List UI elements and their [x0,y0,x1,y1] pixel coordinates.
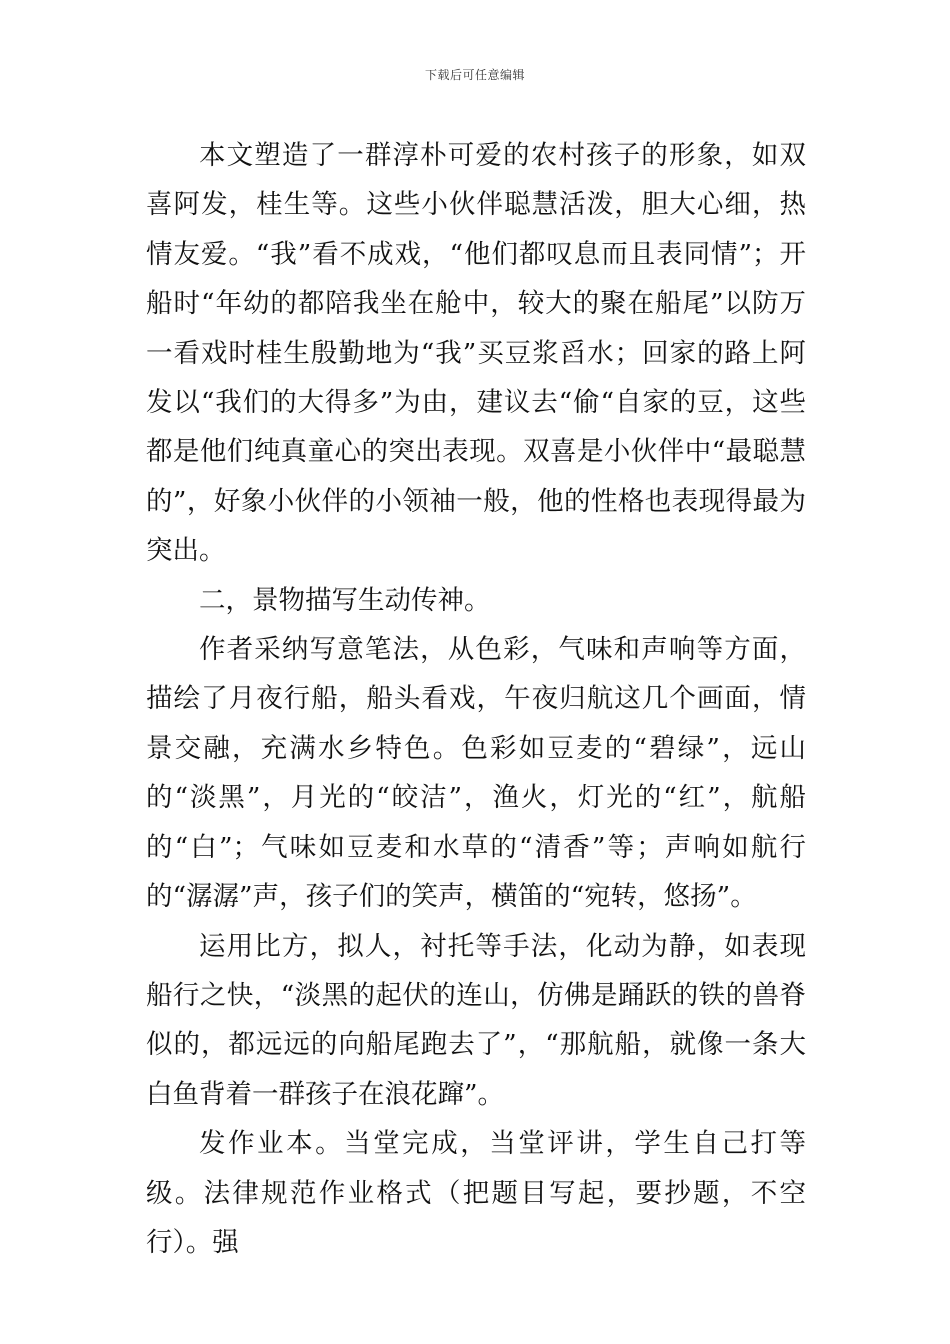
paragraph: 发作业本。当堂完成，当堂评讲，学生自己打等级。法律规范作业格式（把题目写起，要抄题，不空行）。强 [146,1128,806,1258]
section-heading: 二，景物描写生动传神。 [199,584,491,616]
document-body [146,131,806,1267]
paragraph: 运用比方，拟人，衬托等手法，化动为静，如表现船行之快，“淡黑的起伏的连山，仿佛是踊跃的铁的兽脊似的，都远远的向船尾跑去了”，“那航船，就像一条大白鱼背着一群孩子在浪花蹿”。 [146,930,806,1110]
page-header: 下载后可任意编辑 [424,68,525,82]
paragraph: 作者采纳写意笔法，从色彩，气味和声响等方面，描绘了月夜行船，船头看戏，午夜归航这几个画面，情景交融，充满水乡特色。色彩如豆麦的“碧绿”，远山的“淡黑”，月光的“皎洁”，渔火，灯光的“红”，航船的“白”；气味如豆麦和水草的“清香”等；声响如航行的“潺潺”声，孩子们的笑声，横笛的“宛转，悠扬”。 [146,634,806,913]
paragraph: 本文塑造了一群淳朴可爱的农村孩子的形象，如双喜阿发，桂生等。这些小伙伴聪慧活泼，胆大心细，热情友爱。“我”看不成戏，“他们都叹息而且表同情”；开船时“年幼的都陪我坐在舱中，较大的聚在船尾”以防万一看戏时桂生殷勤地为“我”买豆浆舀水；回家的路上阿发以“我们的大得多”为由，建议去“偷“自家的豆，这些都是他们纯真童心的突出表现。双喜是小伙伴中“最聪慧的”，好象小伙伴的小领袖一般，他的性格也表现得最为突出。 [146,140,806,567]
